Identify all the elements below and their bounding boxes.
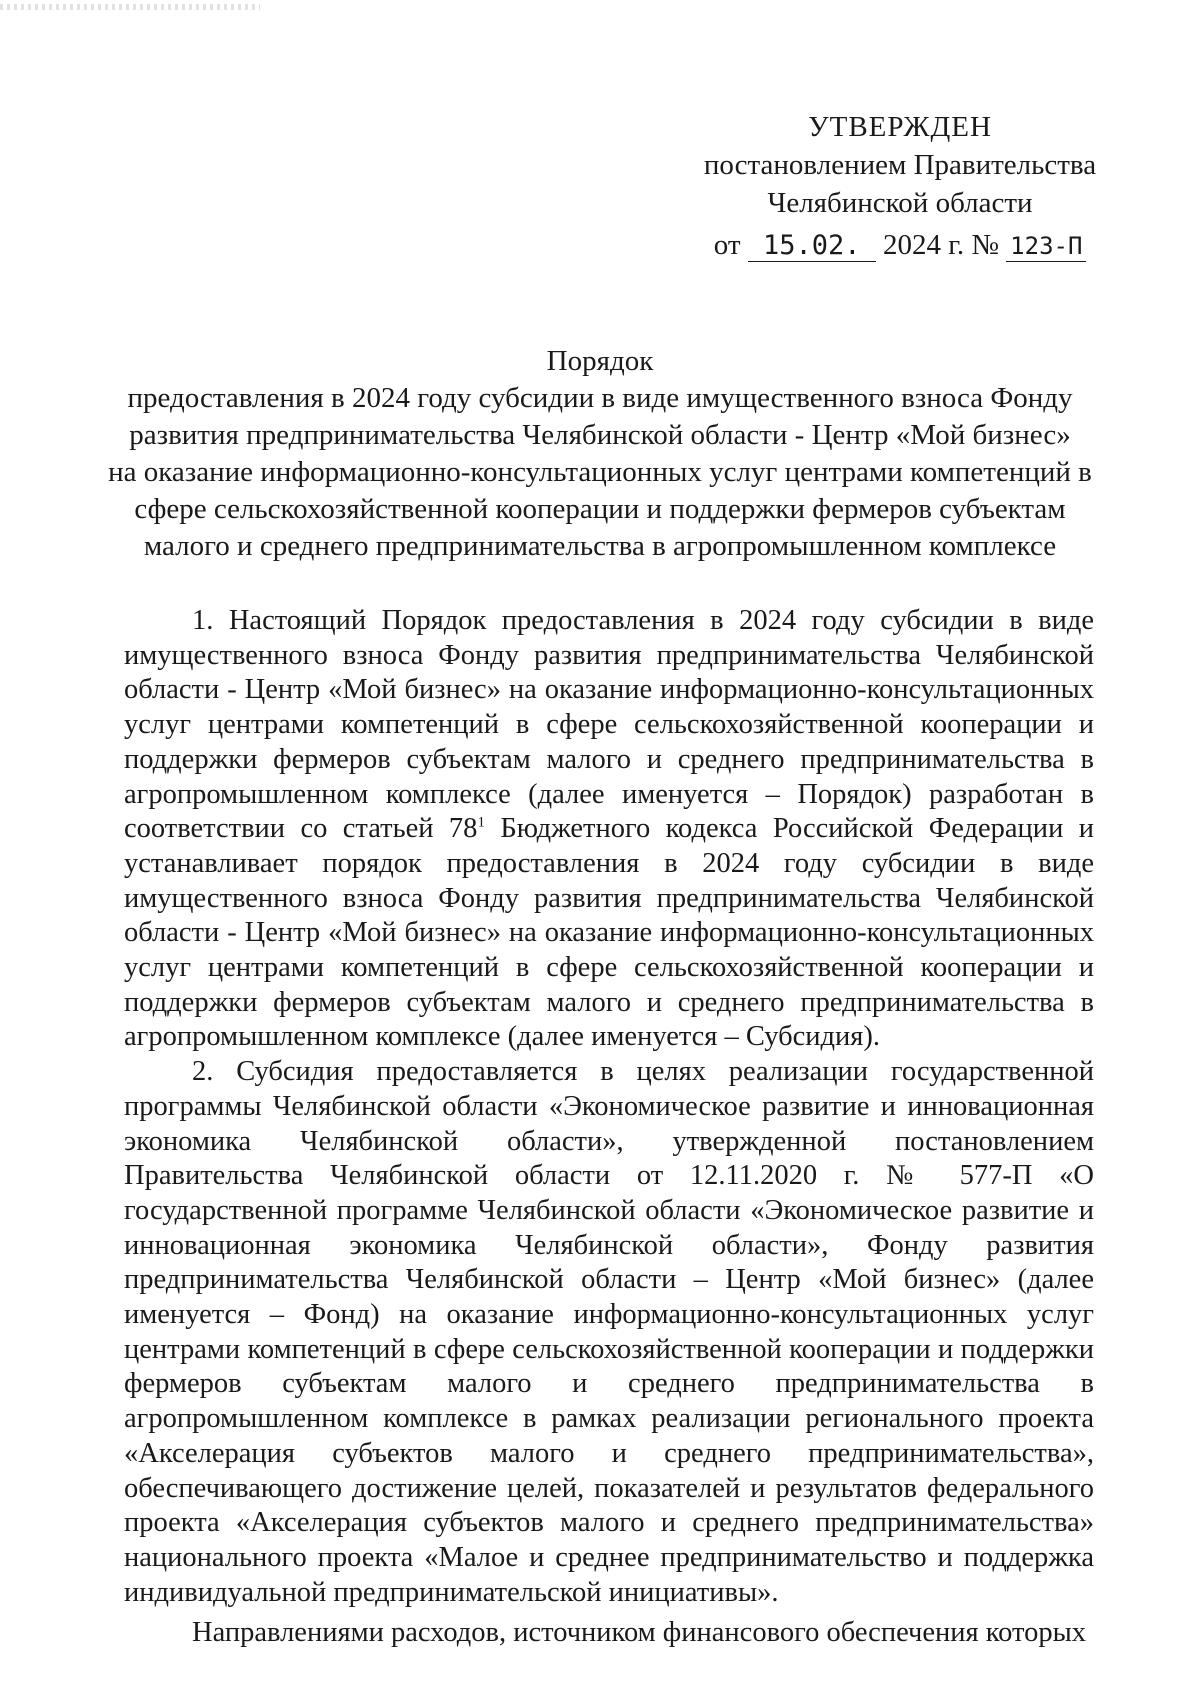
heading-line: предоставления в 2024 году субсидии в виде имущественного взноса Фонду [127,382,1073,414]
heading-line: малого и среднего предпринимательства в агропромышленном комплексе [143,530,1057,562]
document-heading [100,343,1100,565]
heading-line: на оказание информационно-консультационных услуг центрами компетенций в [108,456,1092,488]
approval-title: УТВЕРЖДЕН [808,111,992,143]
paragraph-1-text-b: Бюджетного кодекса Российской Федерации и устанавливает порядок предоставления в 2024 году субсидии в виде имущественного взноса Фонду развития предпринимательства Челябинской области - Центр «Мой бизнес» на оказание информационно-консультационных услуг центрами компетенций в сфере сельскохозяйственной кооперации и поддержки фермеров субъектам малого и среднего предпринимательства в агропромышленном комплексе (далее именуется – Субсидия). [124,813,1094,1053]
paragraph-3: Направлениями расходов, источником финансового обеспечения которых [192,1617,1086,1649]
article-superscript: 1 [477,814,485,831]
approval-date-line [690,226,1110,264]
heading-title: Порядок [546,345,654,377]
paragraph-1 [124,604,1094,1055]
date-value: 15.02. [748,231,876,262]
approval-stamp [690,108,1110,264]
date-prefix: от [713,229,741,261]
year-text: 2024 г. № [883,229,1000,261]
approval-line-1: постановлением Правительства [703,149,1097,181]
scan-artifact [0,4,260,10]
heading-line: развития предпринимательства Челябинской области - Центр «Мой бизнес» [129,419,1071,451]
paragraph-2: 2. Субсидия предоставляется в целях реализации государственной программы Челябинской области «Экономическое развитие и инновационная экономика Челябинской области», утвержденной постановлением Правительства Челябинской области от 12.11.2020 г. № 577-П «О государственной программе Челябинской области «Экономическое развитие и инновационная экономика Челябинской области», Фонду развития предпринимательства Челябинской области – Центр «Мой бизнес» (далее именуется – Фонд) на оказание информационно-консультационных услуг центрами компетенций в сфере сельскохозяйственной кооперации и поддержки фермеров субъектам малого и среднего предпринимательства в агропромышленном комплексе в рамках реализации регионального проекта «Акселерация субъектов малого и среднего предпринимательства», обеспечивающего достижение целей, показателей и результатов федерального проекта «Акселерация субъектов малого и среднего предпринимательства» национального проекта «Малое и среднее предпринимательство и поддержка индивидуальной предпринимательской инициативы». [124,1056,1094,1608]
heading-line: сфере сельскохозяйственной кооперации и поддержки фермеров субъектам [134,493,1066,525]
document-number: 123-П [1006,231,1086,262]
approval-line-2: Челябинской области [767,187,1033,219]
paragraph-1-text-a: 1. Настоящий Порядок предоставления в 2024 году субсидии в виде имущественного взноса Фонду развития предпринимательства Челябинской области - Центр «Мой бизнес» на оказание информационно-консультационных услуг центрами компетенций в сфере сельскохозяйственной кооперации и поддержки фермеров субъектам малого и среднего предпринимательства в агропромышленном комплексе (далее именуется – Порядок) разработан в соответствии со статьей 78 [124,605,1094,845]
document-body [124,604,1094,1651]
